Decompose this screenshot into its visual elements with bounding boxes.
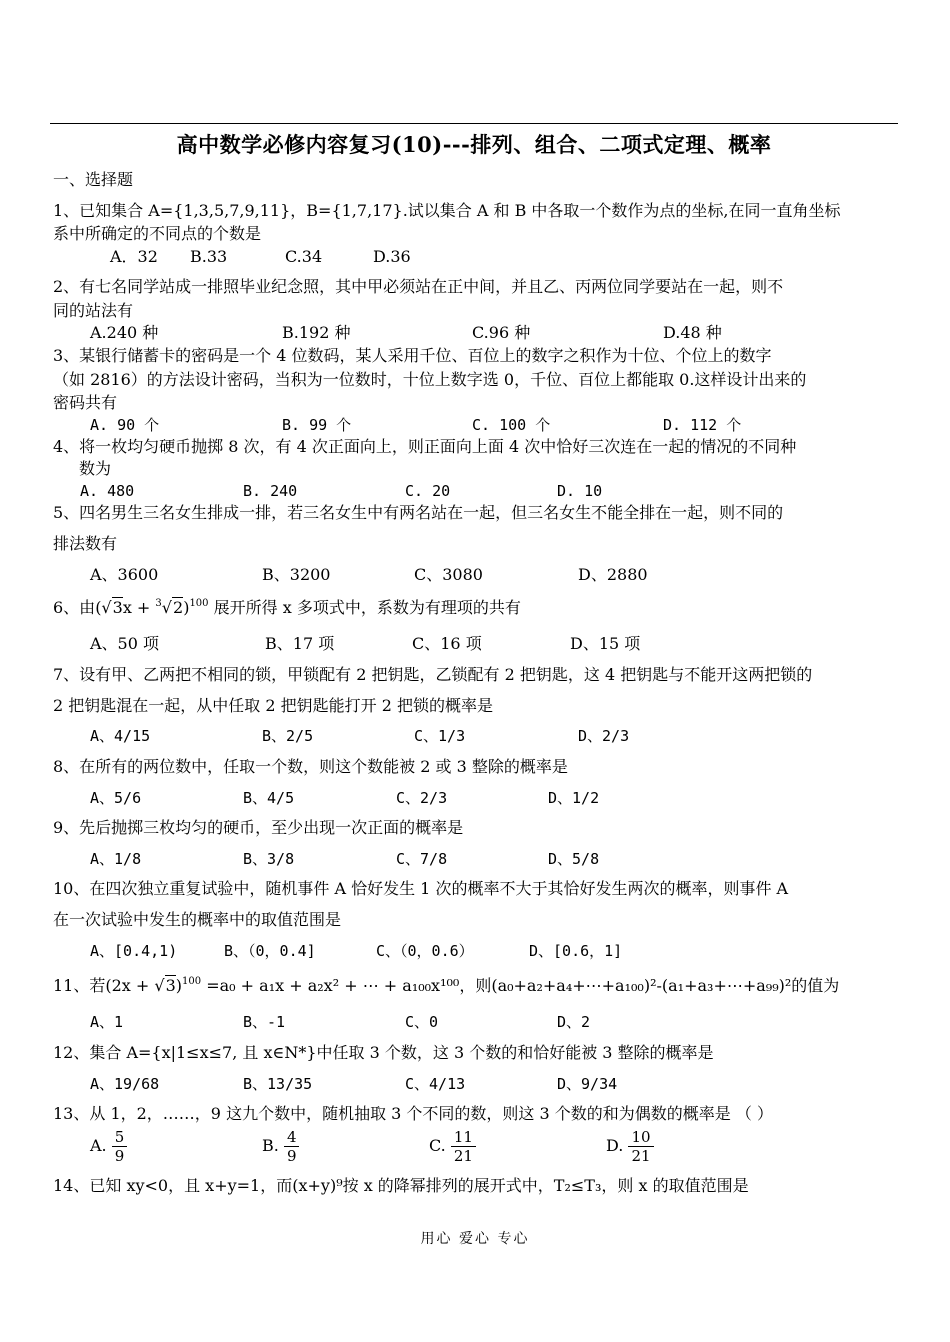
q11-lhs: $(2x + √3)^{100}$: [105, 976, 202, 995]
q5-option-c: C、3080: [414, 565, 483, 584]
q10-option-b: B、（0，0.4]: [224, 942, 316, 960]
q2-option-c: C.96 种: [472, 323, 531, 342]
q6-option-d: D、15 项: [570, 634, 641, 653]
q7-option-a: A、4/15: [90, 727, 151, 745]
q7-option-b: B、2/5: [262, 727, 314, 745]
q3-option-b: B. 99 个: [282, 416, 352, 434]
q4-option-b: B. 240: [243, 482, 298, 500]
q13-fraction-a: $\frac{5}{9}$: [112, 1128, 128, 1165]
q3-option-c: C. 100 个: [472, 416, 551, 434]
q14-line1: 14、已知 xy<0，且 x+y=1，而(x+y)⁹按 x 的降幂排列的展开式中，T₂≤T₃，则 x 的取值范围是: [53, 1176, 749, 1195]
q2-option-d: D.48 种: [663, 323, 722, 342]
q6-line1: [53, 598, 521, 618]
q10-option-a: A、[0.4,1): [90, 942, 178, 960]
q13-option-b: B. $\frac{4}{9}$: [262, 1128, 299, 1165]
q2-line2: 同的站法有: [53, 301, 134, 320]
q3-line1: 3、某银行储蓄卡的密码是一个 4 位数码，某人采用千位、百位上的数字之积作为十位、个位上的数字: [53, 346, 772, 365]
q8-option-a: A、5/6: [90, 789, 142, 807]
page-footer: 用心 爱心 专心: [420, 1231, 530, 1247]
q6-expression: $(√3x + ^3√2)^{100}$: [95, 598, 209, 617]
q9-option-d: D、5/8: [548, 850, 600, 868]
q4-option-a: A. 480: [80, 482, 135, 500]
q10-line1: 10、在四次独立重复试验中，随机事件 A 恰好发生 1 次的概率不大于其恰好发生两次的概率，则事件 A: [53, 879, 789, 898]
q5-line2: 排法数有: [53, 534, 118, 553]
q12-option-c: C、4/13: [405, 1075, 466, 1093]
q6-prefix: 6、由: [53, 598, 96, 617]
q8-line1: 8、在所有的两位数中，任取一个数，则这个数能被 2 或 3 整除的概率是: [53, 757, 568, 776]
q1-option-d: D.36: [373, 247, 411, 266]
q3-option-d: D. 112 个: [663, 416, 742, 434]
top-rule: [50, 123, 898, 124]
q10-option-d: D、[0.6，1]: [529, 942, 623, 960]
q7-option-d: D、2/3: [578, 727, 630, 745]
q1-option-b: B.33: [190, 247, 228, 266]
q2-line1: 2、有七名同学站成一排照毕业纪念照，其中甲必须站在正中间，并且乙、丙两位同学要站在一起，则不: [53, 277, 784, 296]
q9-option-c: C、7/8: [396, 850, 448, 868]
q5-option-b: B、3200: [262, 565, 331, 584]
q13-line1: 13、从 1，2，……，9 这九个数中，随机抽取 3 个不同的数，则这 3 个数的和为偶数的概率是 （ ）: [53, 1104, 773, 1123]
q6-option-a: A、50 项: [90, 634, 160, 653]
q11-prefix: 11、若: [53, 976, 106, 995]
q9-option-a: A、1/8: [90, 850, 142, 868]
q13-option-a: A. $\frac{5}{9}$: [90, 1128, 127, 1165]
q10-line2: 在一次试验中发生的概率中的取值范围是: [53, 910, 342, 929]
q3-line3: 密码共有: [53, 393, 118, 412]
q13-fraction-b: $\frac{4}{9}$: [284, 1128, 300, 1165]
q2-option-b: B.192 种: [282, 323, 351, 342]
q12-option-d: D、9/34: [557, 1075, 618, 1093]
q13-option-c: C. $\frac{11}{21}$: [429, 1128, 476, 1165]
q3-option-a: A. 90 个: [90, 416, 160, 434]
q1-line2: 系中所确定的不同点的个数是: [53, 224, 262, 243]
q11-suffix: ，则(a₀+a₂+a₄+⋯+a₁₀₀)²-(a₁+a₃+⋯+a₉₉)²的值为: [459, 976, 840, 995]
q4-option-c: C. 20: [405, 482, 451, 500]
q6-suffix: 展开所得 x 多项式中，系数为有理项的共有: [213, 598, 521, 617]
q7-line2: 2 把钥匙混在一起，从中任取 2 把钥匙能打开 2 把锁的概率是: [53, 696, 493, 715]
q5-option-d: D、2880: [578, 565, 648, 584]
q4-option-d: D. 10: [557, 482, 603, 500]
q1-option-a: A．32: [110, 247, 158, 266]
q1-option-c: C.34: [285, 247, 323, 266]
q10-option-c: C、（0，0.6）: [376, 942, 474, 960]
q11-option-c: C、0: [405, 1013, 439, 1031]
q11-rhs: =a₀ + a₁x + a₂x² + ⋯ + a₁₀₀x¹⁰⁰: [206, 976, 460, 995]
q13-fraction-d: $\frac{10}{21}$: [628, 1128, 653, 1165]
q8-option-b: B、4/5: [243, 789, 295, 807]
q2-option-a: A.240 种: [90, 323, 159, 342]
q5-option-a: A、3600: [90, 565, 159, 584]
q6-option-b: B、17 项: [265, 634, 335, 653]
page-title: 高中数学必修内容复习(10)---排列、组合、二项式定理、概率: [176, 132, 772, 157]
q8-option-d: D、1/2: [548, 789, 600, 807]
q13-option-d: D. $\frac{10}{21}$: [606, 1128, 654, 1165]
q12-option-b: B、13/35: [243, 1075, 313, 1093]
q1-line1: 1、已知集合 A={1,3,5,7,9,11}，B={1,7,17}.试以集合 A 和 B 中各取一个数作为点的坐标,在同一直角坐标: [53, 201, 841, 220]
section-heading: 一、选择题: [53, 170, 134, 189]
q3-line2: （如 2816）的方法设计密码，当积为一位数时，十位上数字选 0，千位、百位上都能取 0.这样设计出来的: [53, 370, 807, 389]
q11-option-b: B、-1: [243, 1013, 286, 1031]
q4-line2: 数为: [79, 459, 112, 478]
q11-option-a: A、1: [90, 1013, 124, 1031]
q6-option-c: C、16 项: [412, 634, 482, 653]
q7-line1: 7、设有甲、乙两把不相同的锁，甲锁配有 2 把钥匙，乙锁配有 2 把钥匙，这 4 把钥匙与不能开这两把锁的: [53, 665, 813, 684]
q9-line1: 9、先后抛掷三枚均匀的硬币，至少出现一次正面的概率是: [53, 818, 464, 837]
q11-option-d: D、2: [557, 1013, 591, 1031]
q4-line1: 4、将一枚均匀硬币抛掷 8 次，有 4 次正面向上，则正面向上面 4 次中恰好三次连在一起的情况的不同种: [53, 437, 797, 456]
q12-line1: 12、集合 A={x|1≤x≤7, 且 x∈N*}中任取 3 个数，这 3 个数的和恰好能被 3 整除的概率是: [53, 1043, 714, 1062]
q9-option-b: B、3/8: [243, 850, 295, 868]
q7-option-c: C、1/3: [414, 727, 466, 745]
q11-line1: [53, 976, 839, 996]
q8-option-c: C、2/3: [396, 789, 448, 807]
q5-line1: 5、四名男生三名女生排成一排，若三名女生中有两名站在一起，但三名女生不能全排在一起，则不同的: [53, 503, 784, 522]
q13-fraction-c: $\frac{11}{21}$: [451, 1128, 476, 1165]
q12-option-a: A、19/68: [90, 1075, 160, 1093]
